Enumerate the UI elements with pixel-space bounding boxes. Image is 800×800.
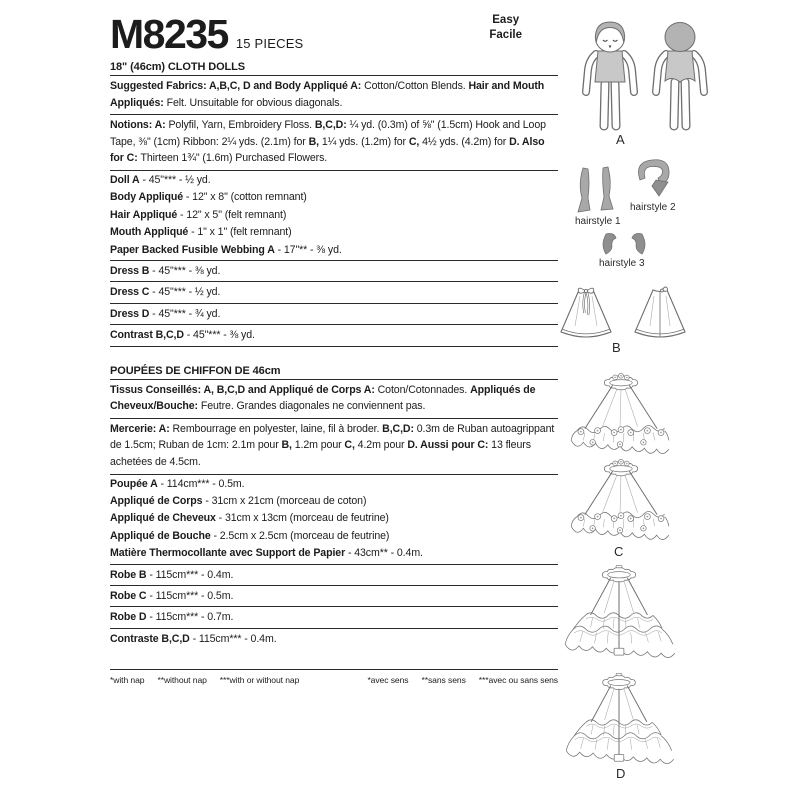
pieces-count: 15 PIECES (235, 36, 304, 51)
english-section-title: 18" (46cm) CLOTH DOLLS (110, 61, 558, 76)
text-run: Cotton/Cotton Blends. (364, 80, 469, 92)
bold-run: B,C,D: (314, 119, 350, 132)
text-run: Thirteen 1¾" (1.6m) Purchased Flowers. (140, 152, 328, 165)
yardage-item: Poupée A - 114cm*** - 0.5m. (110, 477, 245, 490)
dress-b-illustration (554, 284, 692, 348)
text-run: Coton/Cotonnades. (377, 383, 471, 396)
text-run: 1¼ yds. (1.2m) for (321, 135, 409, 148)
bold-run: Also for C: (110, 135, 545, 165)
suggested-fabrics-paragraph (110, 76, 558, 115)
bold-run: Notions: A: (110, 119, 169, 132)
view-label-a: A (616, 132, 625, 147)
dress-c-back-illustration (564, 372, 676, 456)
doll-a-illustration (572, 14, 724, 136)
hairstyle-3-label: hairstyle 3 (599, 258, 645, 269)
pattern-number: M8235 (110, 11, 228, 57)
yardage-item: Paper Backed Fusible Webbing A - 17"** - ⅜ yd. (110, 241, 558, 261)
view-label-b: B (612, 340, 621, 355)
dress-d-front-illustration (556, 672, 682, 766)
yardage-item: Contrast B,C,D - 45"*** - ⅜ yd. (110, 326, 558, 346)
doll-front (586, 22, 634, 126)
doll-hair-back (665, 23, 695, 52)
bold-run: D. (407, 439, 421, 452)
doll-back (656, 23, 704, 127)
hairstyle-1-label: hairstyle 1 (575, 216, 621, 227)
bold-run: B,C,D: (382, 422, 417, 435)
view-label-d: D (616, 766, 626, 781)
bold-run: C, (408, 135, 423, 148)
yardage-item: Mouth Appliqué - 1" x 1" (felt remnant) (110, 226, 292, 239)
text-run: 4.2m pour (357, 439, 408, 452)
footnote: *with nap (110, 675, 145, 686)
text-run: ¼ yd. (0.3m) of ⅝" (1.5cm) Hook and Loop Tape, ⅜" (1cm) Ribbon: 2¼ yds. (2.1m) for (110, 119, 546, 148)
yardage-item: Robe D - 115cm*** - 0.7m. (110, 608, 558, 628)
header (110, 12, 558, 59)
text-run: 1.2m pour (294, 439, 345, 452)
yardage-item: Appliqué de Corps - 31cm x 21cm (morceau de coton) (110, 495, 367, 507)
footnote: *avec sens (367, 675, 409, 686)
text-run: Polyfil, Yarn, Embroidery Floss. (168, 119, 315, 132)
hairstyle-2-label: hairstyle 2 (630, 202, 676, 213)
yardage-item: Doll A - 45"*** - ½ yd. (110, 173, 211, 186)
footnotes-row (110, 669, 558, 685)
footnote: **without nap (157, 675, 207, 686)
text-run: Feutre. Grandes diagonales ne conviennent pas. (200, 400, 426, 413)
hairstyle-1-illustration (576, 166, 622, 216)
text-run: Rembourrage en polyester, laine, fil à broder. (172, 422, 383, 435)
footnotes-english (110, 675, 312, 685)
tissus-paragraph (110, 380, 558, 419)
yardage-item: Contraste B,C,D - 115cm*** - 0.4m. (110, 632, 277, 645)
bold-run: Hair and Mouth Appliqués: (110, 80, 545, 109)
text-run: 0.3m de Ruban autoagrippant de 1.5cm; Ruban de 1cm: 2.1m pour (110, 422, 555, 452)
difficulty-badge (489, 13, 522, 43)
bold-run: Suggested Fabrics: A,B,C, D and Body Appliqué A: (110, 80, 365, 92)
yardage-item: Dress B - 45"*** - ⅜ yd. (110, 262, 558, 282)
notions-paragraph (110, 115, 558, 171)
bold-run: Mercerie: A: (110, 422, 173, 435)
footnote: ***with or without nap (219, 675, 300, 686)
text-run: Felt. Unsuitable for obvious diagonals. (166, 96, 343, 109)
yardage-item: Body Appliqué - 12" x 8" (cotton remnant) (110, 191, 307, 204)
yardage-item: Dress D - 45"*** - ¾ yd. (110, 305, 558, 325)
bold-run: B, (281, 439, 295, 452)
doll-front-back-drawing (572, 14, 724, 136)
text-run: 4½ yds. (4.2m) for (422, 135, 510, 148)
text-column (110, 12, 558, 685)
mercerie-paragraph (110, 419, 558, 475)
bold-run: Tissus Conseillés: A, B,C,D and Appliqué de Corps A: (110, 383, 378, 396)
footnotes-french (367, 675, 558, 685)
difficulty-english: Easy (492, 14, 520, 26)
dress-d-back-illustration (556, 564, 682, 660)
text-run: 13 fleurs achetées de 4.5cm. (110, 439, 531, 468)
yardage-item: Robe C - 115cm*** - 0.5m. (110, 587, 558, 607)
bold-run: C, (344, 439, 358, 452)
difficulty-french: Facile (489, 29, 522, 41)
bold-run: D. (509, 135, 522, 148)
section-divider-gap (110, 348, 558, 365)
yardage-item: Appliqué de Cheveux - 31cm x 13cm (morceau de feutrine) (110, 512, 389, 525)
french-section-title: POUPÉES DE CHIFFON DE 46cm (110, 365, 558, 380)
yardage-item: Hair Appliqué - 12" x 5" (felt remnant) (110, 208, 287, 221)
yardage-item: Appliqué de Bouche - 2.5cm x 2.5cm (morceau de feutrine) (110, 529, 390, 542)
yardage-item: Dress C - 45"*** - ½ yd. (110, 283, 558, 303)
view-label-c: C (614, 544, 624, 559)
english-yardage-list (110, 171, 558, 347)
bold-run: Aussi pour C: (420, 439, 492, 452)
bold-run: Appliqués de Cheveux/Bouche: (110, 383, 536, 413)
hairstyle-2-illustration (632, 158, 676, 202)
french-yardage-list (110, 475, 558, 648)
footnote: ***avec ou sans sens (478, 675, 558, 686)
yardage-item: Robe B - 115cm*** - 0.4m. (110, 566, 558, 586)
yardage-item: Matière Thermocollante avec Support de Papier - 43cm** - 0.4m. (110, 544, 558, 564)
bold-run: B, (308, 135, 322, 148)
dress-c-front-illustration (564, 458, 676, 542)
footnote: **sans sens (421, 675, 466, 686)
hairstyle-3-illustration (600, 232, 648, 258)
